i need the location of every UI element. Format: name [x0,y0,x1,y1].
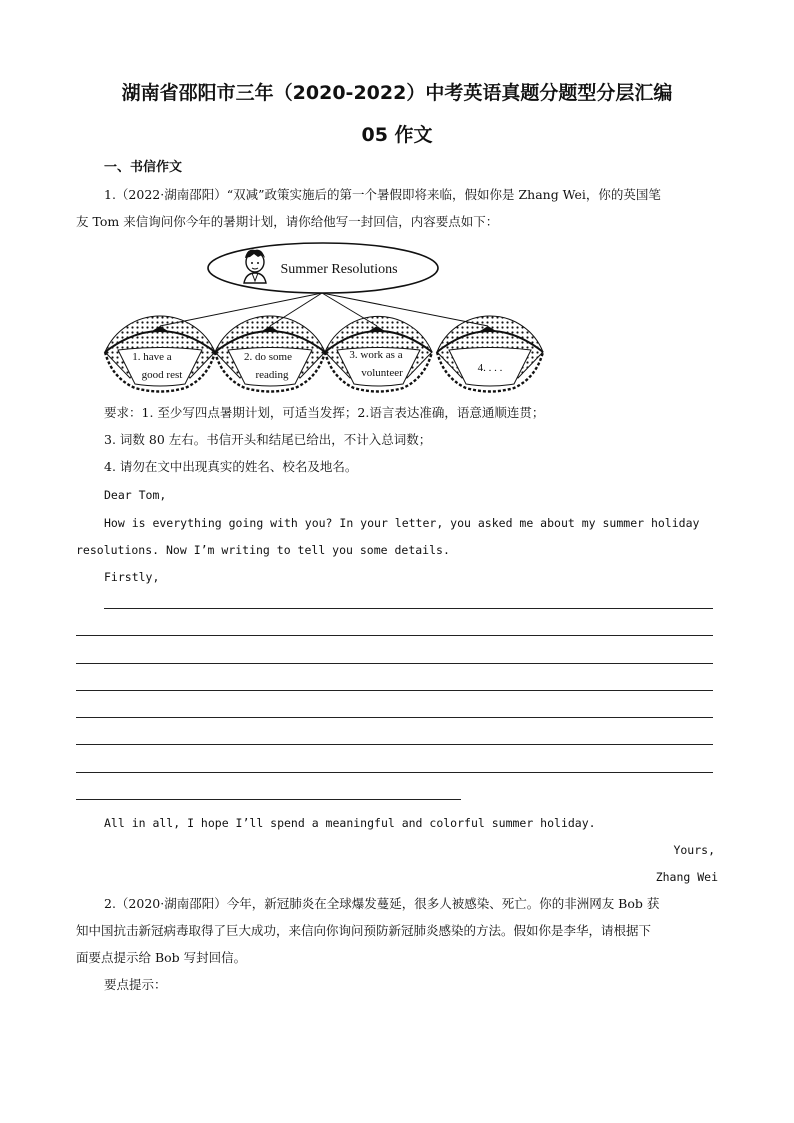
answer-line[interactable] [76,663,713,664]
q2-prompt-line2: 知中国抗击新冠病毒取得了巨大成功，来信向你询问预防新冠肺炎感染的方法。假如你是李华，请根据下 [76,923,652,938]
letter-signature: Zhang Wei [655,870,718,884]
fan-item-2 [215,316,325,392]
q1-prompt-line2: 友 Tom 来信询问你今年的暑期计划，请你给他写一封回信，内容要点如下： [76,214,499,229]
answer-line[interactable] [76,799,461,800]
q1-prompt-line1: 1.（2022·湖南邵阳）“双减”政策实施后的第一个暑假即将来临，假如你是 Zhang Wei，你的英国笔 [104,187,661,202]
q2-hint-label: 要点提示： [104,977,167,992]
fan-item-3 [325,316,432,391]
svg-text:2. do some: 2. do some [244,351,292,363]
q2-prompt-line1: 2.（2020·湖南邵阳）今年，新冠肺炎在全球爆发蔓延，很多人被感染、死亡。你的非洲网友 Bob 获 [104,896,660,911]
student-icon [244,250,266,283]
svg-text:3. work as a: 3. work as a [349,349,403,361]
document-subtitle: 05 作文 [361,124,433,146]
answer-line[interactable] [76,744,713,745]
q2-prompt-line3: 面要点提示给 Bob 写封回信。 [76,950,247,965]
answer-line[interactable] [104,608,713,609]
answer-line[interactable] [76,772,713,773]
svg-text:volunteer: volunteer [361,367,403,379]
answer-line[interactable] [76,635,713,636]
letter-body-line2: resolutions. Now I’m writing to tell you some details. [76,543,450,557]
requirement-line1: 要求：1. 至少写四点暑期计划，可适当发挥；2.语言表达准确，语意通顺连贯； [104,405,545,420]
svg-text:1. have a: 1. have a [132,351,172,363]
letter-body-line1: How is everything going with you? In your letter, you asked me about my summer holiday [104,516,700,530]
answer-line[interactable] [76,690,713,691]
fan-item-1 [105,316,215,392]
letter-closing: All in all, I hope I’ll spend a meaningful and colorful summer holiday. [104,816,596,830]
requirement-line3: 4. 请勿在文中出现真实的姓名、校名及地名。 [104,459,358,474]
requirement-line2: 3. 词数 80 左右。书信开头和结尾已给出，不计入总词数； [104,432,432,447]
letter-firstly: Firstly, [104,570,160,584]
center-label: Summer Resolutions [280,262,398,277]
fan-item-4 [437,316,543,392]
letter-yours: Yours, [673,843,715,857]
svg-text:reading: reading [255,369,289,381]
svg-text:4. . . .: 4. . . . [477,362,503,374]
document-title: 湖南省邵阳市三年（2020-2022）中考英语真题分题型分层汇编 [121,82,673,104]
svg-text:good rest: good rest [141,369,183,381]
summer-resolutions-diagram [0,0,794,400]
letter-greeting: Dear Tom, [104,488,167,502]
answer-line[interactable] [76,717,713,718]
section-heading: 一、书信作文 [104,160,183,175]
